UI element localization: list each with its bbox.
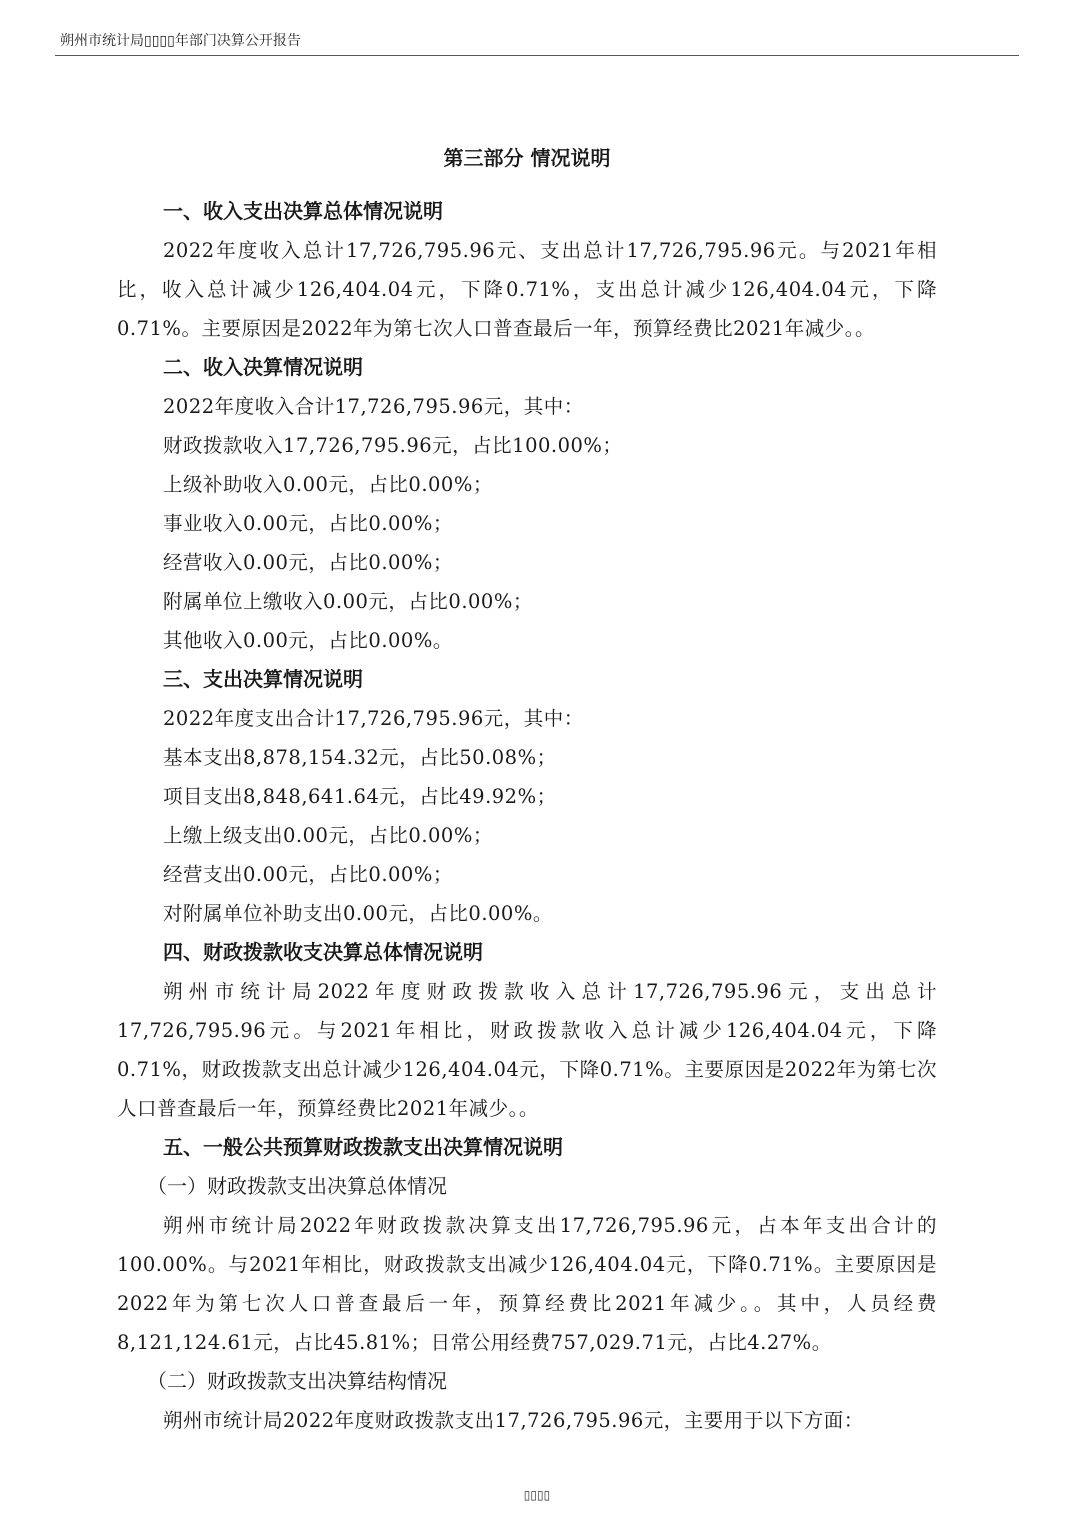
page-number: ▯▯▯▯ [523,1488,551,1502]
header-divider [55,55,1019,56]
subsection-1-heading: （一）财政拨款支出决算总体情况 [147,1174,447,1198]
income-total-line: 2022年度收入合计17,726,795.96元，其中： [163,395,584,418]
section-1-heading: 一、收入支出决算总体情况说明 [163,199,443,223]
income-affiliated-line: 附属单位上缴收入0.00元，占比0.00%； [163,590,533,613]
income-operation-line: 经营收入0.00元，占比0.00%； [163,551,453,574]
expense-operation-line: 经营支出0.00元，占比0.00%； [163,863,453,886]
section-2-heading: 二、收入决算情况说明 [163,355,363,379]
page-title: 第三部分 情况说明 [443,146,611,170]
expense-total-line: 2022年度支出合计17,726,795.96元，其中： [163,707,584,730]
section-5-heading: 五、一般公共预算财政拨款支出决算情况说明 [163,1135,563,1159]
section-4-heading: 四、财政拨款收支决算总体情况说明 [163,940,483,964]
section-3-heading: 三、支出决算情况说明 [163,667,363,691]
income-business-line: 事业收入0.00元，占比0.00%； [163,512,453,535]
section-1-paragraph: 2022年度收入总计17,726,795.96元、支出总计17,726,795.96元。与2021年相比，收入总计减少126,404.04元，下降0.71%，支出总计减少126,404.04元，下降0.71%。主要原因是2022年为第七次人口普查最后一年，预算经费比2021年减少。。 [117,239,937,340]
report-header-title: 朔州市统计局▯▯▯▯年部门决算公开报告 [60,33,301,49]
income-superior-subsidy-line: 上级补助收入0.00元，占比0.00%； [163,473,493,496]
expense-affiliated-line: 对附属单位补助支出0.00元，占比0.00%。 [163,902,553,925]
income-fiscal-line: 财政拨款收入17,726,795.96元，占比100.00%； [163,434,623,457]
subsection-1-paragraph: 朔州市统计局2022年财政拨款决算支出17,726,795.96元，占本年支出合计的100.00%。与2021年相比，财政拨款支出减少126,404.04元，下降0.71%。主要原因是2022年为第七次人口普查最后一年，预算经费比2021年减少。。其中，人员经费8,121,124.61元，占比45.81%；日常公用经费757,029.71元，占比4.27%。 [117,1214,937,1354]
document-body [117,138,937,1440]
expense-project-line: 项目支出8,848,641.64元，占比49.92%； [163,785,557,808]
expense-superior-line: 上缴上级支出0.00元，占比0.00%； [163,824,493,847]
expense-basic-line: 基本支出8,878,154.32元，占比50.08%； [163,746,557,769]
subsection-2-paragraph: 朔州市统计局2022年度财政拨款支出17,726,795.96元，主要用于以下方面： [163,1409,864,1432]
subsection-2-heading: （二）财政拨款支出决算结构情况 [147,1369,447,1393]
income-other-line: 其他收入0.00元，占比0.00%。 [163,629,453,652]
section-4-paragraph: 朔州市统计局2022年度财政拨款收入总计17,726,795.96元，支出总计17,726,795.96元。与2021年相比，财政拨款收入总计减少126,404.04元，下降0.71%，财政拨款支出总计减少126,404.04元，下降0.71%。主要原因是2022年为第七次人口普查最后一年，预算经费比2021年减少。。 [117,980,937,1120]
